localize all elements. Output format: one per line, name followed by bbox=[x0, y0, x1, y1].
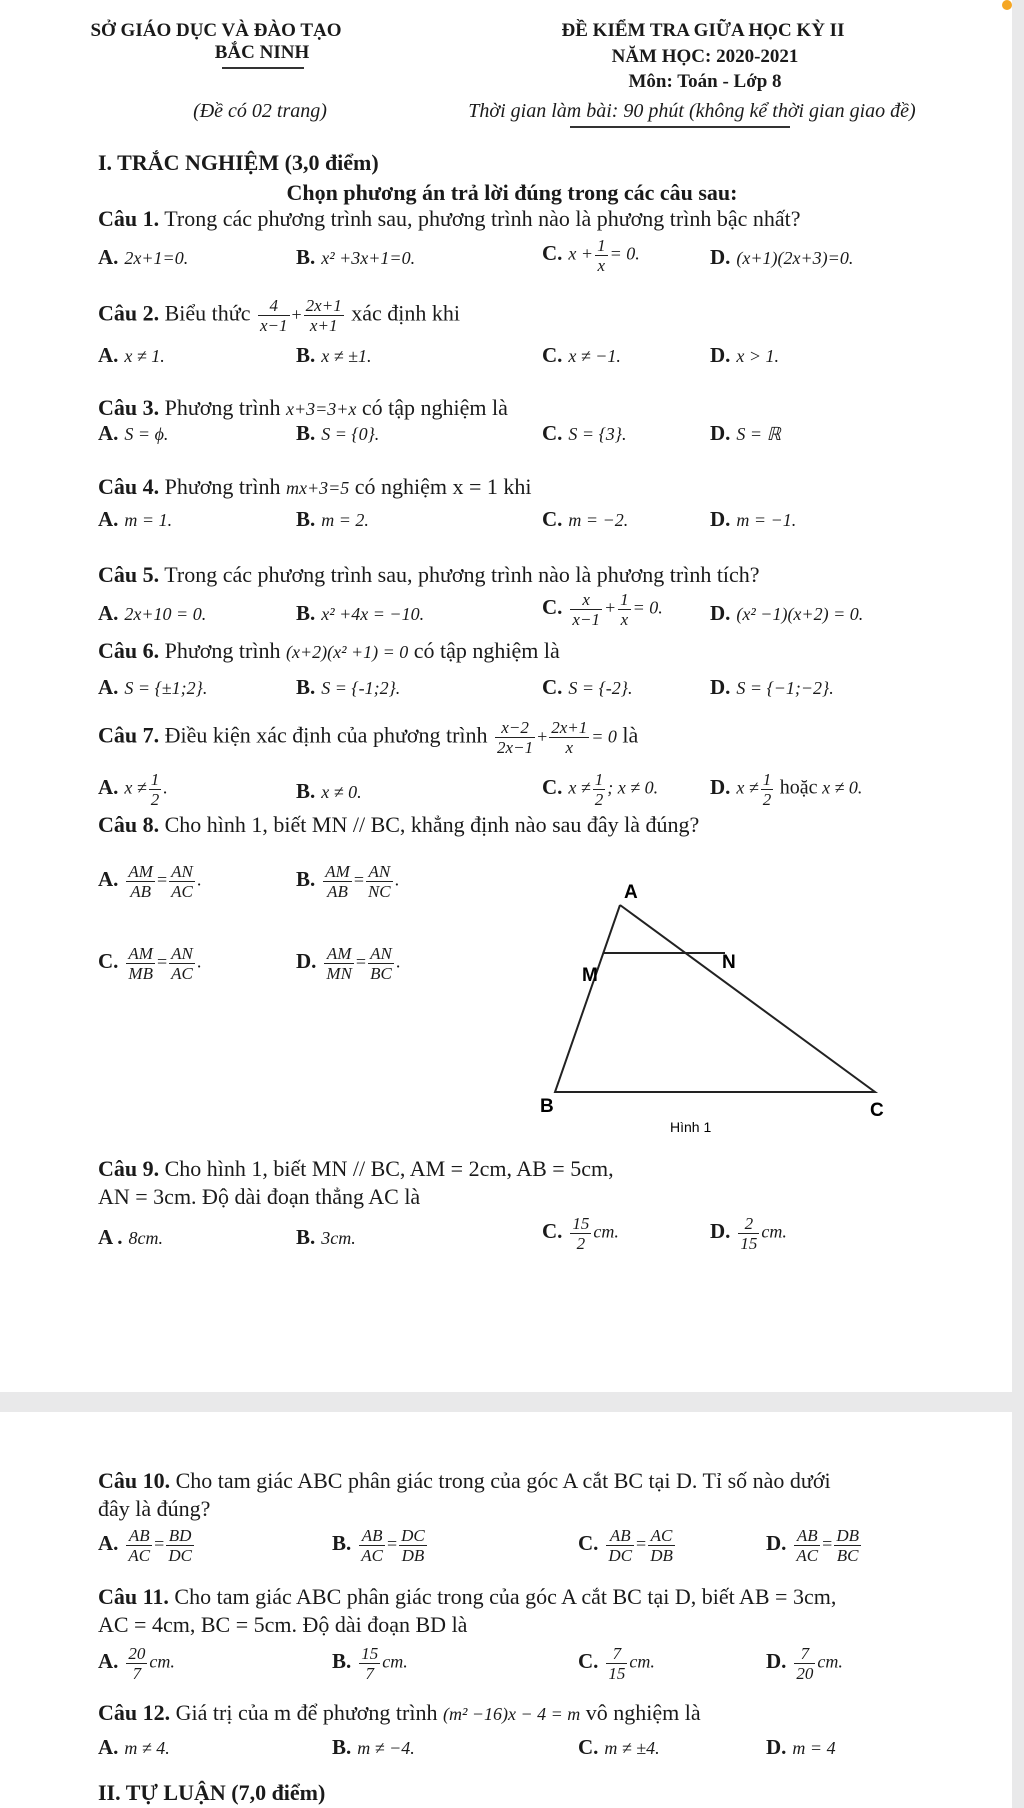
q11-option-a[interactable]: A. $\frac{20}{7}$ cm. bbox=[98, 1644, 175, 1683]
q10-stem-line2: đây là đúng? bbox=[98, 1496, 211, 1521]
q4-option-a[interactable]: A. m = 1. bbox=[98, 507, 173, 531]
header-exam-title: ĐỀ KIỂM TRA GIỮA HỌC KỲ II bbox=[561, 20, 845, 41]
q11-option-c[interactable]: C. $\frac{7}{15}$ cm. bbox=[578, 1644, 655, 1683]
header-school-year: NĂM HỌC: 2020-2021 bbox=[611, 46, 799, 67]
q1-label: Câu 1. bbox=[98, 206, 160, 231]
q9-label: Câu 9. bbox=[98, 1156, 160, 1181]
q6-option-d[interactable]: D. S = {−1;−2}. bbox=[710, 675, 834, 699]
header-time: Thời gian làm bài: 90 phút (không kể thời gian giao đề) bbox=[468, 100, 916, 122]
q11-stem-line1: Câu 11. Cho tam giác ABC phân giác trong của góc A cắt BC tại D, biết AB = 3cm, bbox=[98, 1584, 837, 1609]
q1-option-d[interactable]: D. (x+1)(2x+3)=0. bbox=[710, 245, 854, 269]
q7-option-c[interactable]: C. x ≠ $\frac{1}{2}$ ; x ≠ 0. bbox=[542, 770, 659, 809]
q8-option-c[interactable]: C. $\frac{AM}{MB}$ = $\frac{AN}{AC}$ . bbox=[98, 944, 202, 983]
section2-title: II. TỰ LUẬN (7,0 điểm) bbox=[98, 1780, 326, 1805]
q10-option-c[interactable]: C. $\frac{AB}{DC}$ = $\frac{AC}{DB}$ bbox=[578, 1526, 673, 1565]
triangle-abc bbox=[555, 905, 875, 1092]
header-underline-left bbox=[222, 67, 304, 69]
q3-label: Câu 3. bbox=[98, 395, 160, 420]
q6-option-c[interactable]: C. S = {-2}. bbox=[542, 675, 633, 699]
q12-label: Câu 12. bbox=[98, 1700, 171, 1725]
vertex-b-label: B bbox=[540, 1096, 554, 1117]
q8-option-a[interactable]: A. $\frac{AM}{AB}$ = $\frac{AN}{AC}$ . bbox=[98, 862, 202, 901]
q7-stem: Câu 7. Điều kiện xác định của phương trình $\frac{x-2}{2x-1}$ + $\frac{2x+1}{x}$ = 0 là bbox=[98, 718, 639, 757]
q5-option-a[interactable]: A. 2x+10 = 0. bbox=[98, 601, 207, 625]
q8-stem bbox=[98, 812, 699, 838]
point-m-label: M bbox=[582, 965, 598, 986]
q2-label: Câu 2. bbox=[98, 300, 160, 326]
q9-option-a[interactable]: A . 8cm. bbox=[98, 1225, 164, 1249]
q4-option-d[interactable]: D. m = −1. bbox=[710, 507, 797, 531]
q3-option-a[interactable]: A. S = ϕ. bbox=[98, 421, 169, 445]
q4-label: Câu 4. bbox=[98, 474, 160, 499]
exam-page-2 bbox=[0, 1412, 1012, 1808]
section1-instruction: Chọn phương án trả lời đúng trong các câu sau: bbox=[286, 180, 738, 205]
q6-option-b[interactable]: B. S = {-1;2}. bbox=[296, 675, 401, 699]
q5-text: Trong các phương trình sau, phương trình nào là phương trình tích? bbox=[164, 562, 760, 587]
q2-option-a[interactable]: A. x ≠ 1. bbox=[98, 343, 165, 367]
q6-option-a[interactable]: A. S = {±1;2}. bbox=[98, 675, 208, 699]
q3-option-c[interactable]: C. S = {3}. bbox=[542, 421, 627, 445]
section1-title: I. TRẮC NGHIỆM (3,0 điểm) bbox=[98, 150, 379, 175]
q7-option-a[interactable]: A. x ≠ $\frac{1}{2}$ . bbox=[98, 770, 168, 809]
q5-stem bbox=[98, 562, 760, 588]
q5-option-c[interactable]: C. $\frac{x}{x-1}$ + $\frac{1}{x}$ = 0. bbox=[542, 590, 663, 629]
q2-option-d[interactable]: D. x > 1. bbox=[710, 343, 780, 367]
q11-stem-line2: AC = 4cm, BC = 5cm. Độ dài đoạn BD là bbox=[98, 1612, 468, 1637]
q10-option-d[interactable]: D. $\frac{AB}{AC}$ = $\frac{DB}{BC}$ bbox=[766, 1526, 859, 1565]
q8-label: Câu 8. bbox=[98, 812, 160, 837]
q7-option-b[interactable]: B. x ≠ 0. bbox=[296, 779, 362, 803]
q9-option-c[interactable]: C. $\frac{15}{2}$ cm. bbox=[542, 1214, 619, 1253]
q2-option-b[interactable]: B. x ≠ ±1. bbox=[296, 343, 372, 367]
header-underline-right bbox=[570, 126, 790, 128]
q10-label: Câu 10. bbox=[98, 1468, 171, 1493]
q12-option-a[interactable]: A. m ≠ 4. bbox=[98, 1735, 170, 1759]
q11-option-b[interactable]: B. $\frac{15}{7}$ cm. bbox=[332, 1644, 408, 1683]
q4-stem: Câu 4. Phương trình mx+3=5 có nghiệm x = 1 khi bbox=[98, 474, 532, 499]
q10-option-b[interactable]: B. $\frac{AB}{AC}$ = $\frac{DC}{DB}$ bbox=[332, 1526, 425, 1565]
point-n-label: N bbox=[722, 952, 736, 973]
q5-label: Câu 5. bbox=[98, 562, 160, 587]
q11-option-d[interactable]: D. $\frac{7}{20}$ cm. bbox=[766, 1644, 843, 1683]
q6-stem: Câu 6. Phương trình (x+2)(x² +1) = 0 có tập nghiệm là bbox=[98, 638, 560, 663]
q12-option-c[interactable]: C. m ≠ ±4. bbox=[578, 1735, 660, 1759]
q8-option-d[interactable]: D. $\frac{AM}{MN}$ = $\frac{AN}{BC}$ . bbox=[296, 944, 401, 983]
q1-option-a[interactable]: A. 2x+1=0. bbox=[98, 245, 189, 269]
q3-option-b[interactable]: B. S = {0}. bbox=[296, 421, 380, 445]
q12-stem: Câu 12. Giá trị của m để phương trình (m² −16)x − 4 = m vô nghiệm là bbox=[98, 1700, 701, 1725]
header-subject: Môn: Toán - Lớp 8 bbox=[628, 71, 782, 92]
q4-option-b[interactable]: B. m = 2. bbox=[296, 507, 369, 531]
q2-option-c[interactable]: C. x ≠ −1. bbox=[542, 343, 621, 367]
q12-option-d[interactable]: D. m = 4 bbox=[766, 1735, 836, 1759]
q8-text: Cho hình 1, biết MN // BC, khẳng định nào sau đây là đúng? bbox=[164, 812, 700, 837]
q3-option-d[interactable]: D. S = ℝ bbox=[710, 421, 781, 445]
q9-option-d[interactable]: D. $\frac{2}{15}$ cm. bbox=[710, 1214, 787, 1253]
q5-option-d[interactable]: D. (x² −1)(x+2) = 0. bbox=[710, 601, 864, 625]
vertex-c-label: C bbox=[870, 1100, 884, 1121]
q10-stem-line1: Câu 10. Cho tam giác ABC phân giác trong của góc A cắt BC tại D. Tỉ số nào dưới bbox=[98, 1468, 831, 1493]
vertex-a-label: A bbox=[624, 882, 638, 903]
q11-label: Câu 11. bbox=[98, 1584, 169, 1609]
q8-option-b[interactable]: B. $\frac{AM}{AB}$ = $\frac{AN}{NC}$ . bbox=[296, 862, 400, 901]
q7-option-d[interactable]: D. x ≠ $\frac{1}{2}$ hoặc x ≠ 0. bbox=[710, 770, 863, 809]
q9-stem-line2: AN = 3cm. Độ dài đoạn thẳng AC là bbox=[98, 1184, 421, 1209]
corner-dot bbox=[1002, 0, 1012, 10]
header-department: SỞ GIÁO DỤC VÀ ĐÀO TẠO bbox=[90, 20, 342, 41]
q10-option-a[interactable]: A. $\frac{AB}{AC}$ = $\frac{BD}{DC}$ bbox=[98, 1526, 192, 1565]
q5-option-b[interactable]: B. x² +4x = −10. bbox=[296, 601, 425, 625]
q4-option-c[interactable]: C. m = −2. bbox=[542, 507, 629, 531]
q3-stem: Câu 3. Phương trình x+3=3+x có tập nghiệm là bbox=[98, 395, 508, 420]
q7-label: Câu 7. bbox=[98, 722, 160, 748]
figure-caption: Hình 1 bbox=[670, 1119, 712, 1135]
q9-option-b[interactable]: B. 3cm. bbox=[296, 1225, 356, 1249]
q1-option-b[interactable]: B. x² +3x+1=0. bbox=[296, 245, 416, 269]
header-page-count: (Đề có 02 trang) bbox=[193, 100, 327, 122]
header-province: BẮC NINH bbox=[214, 42, 310, 63]
q1-stem bbox=[98, 206, 800, 232]
q12-option-b[interactable]: B. m ≠ −4. bbox=[332, 1735, 415, 1759]
q6-label: Câu 6. bbox=[98, 638, 160, 663]
triangle-figure bbox=[520, 860, 900, 1140]
q1-option-c[interactable]: C. x + $\frac{1}{x}$ = 0. bbox=[542, 236, 640, 275]
q2-stem: Câu 2. Biểu thức $\frac{4}{x-1}$ + $\frac{2x+1}{x+1}$ xác định khi bbox=[98, 296, 460, 335]
q1-text: Trong các phương trình sau, phương trình nào là phương trình bậc nhất? bbox=[164, 206, 801, 231]
q9-stem-line1: Câu 9. Cho hình 1, biết MN // BC, AM = 2cm, AB = 5cm, bbox=[98, 1156, 614, 1181]
